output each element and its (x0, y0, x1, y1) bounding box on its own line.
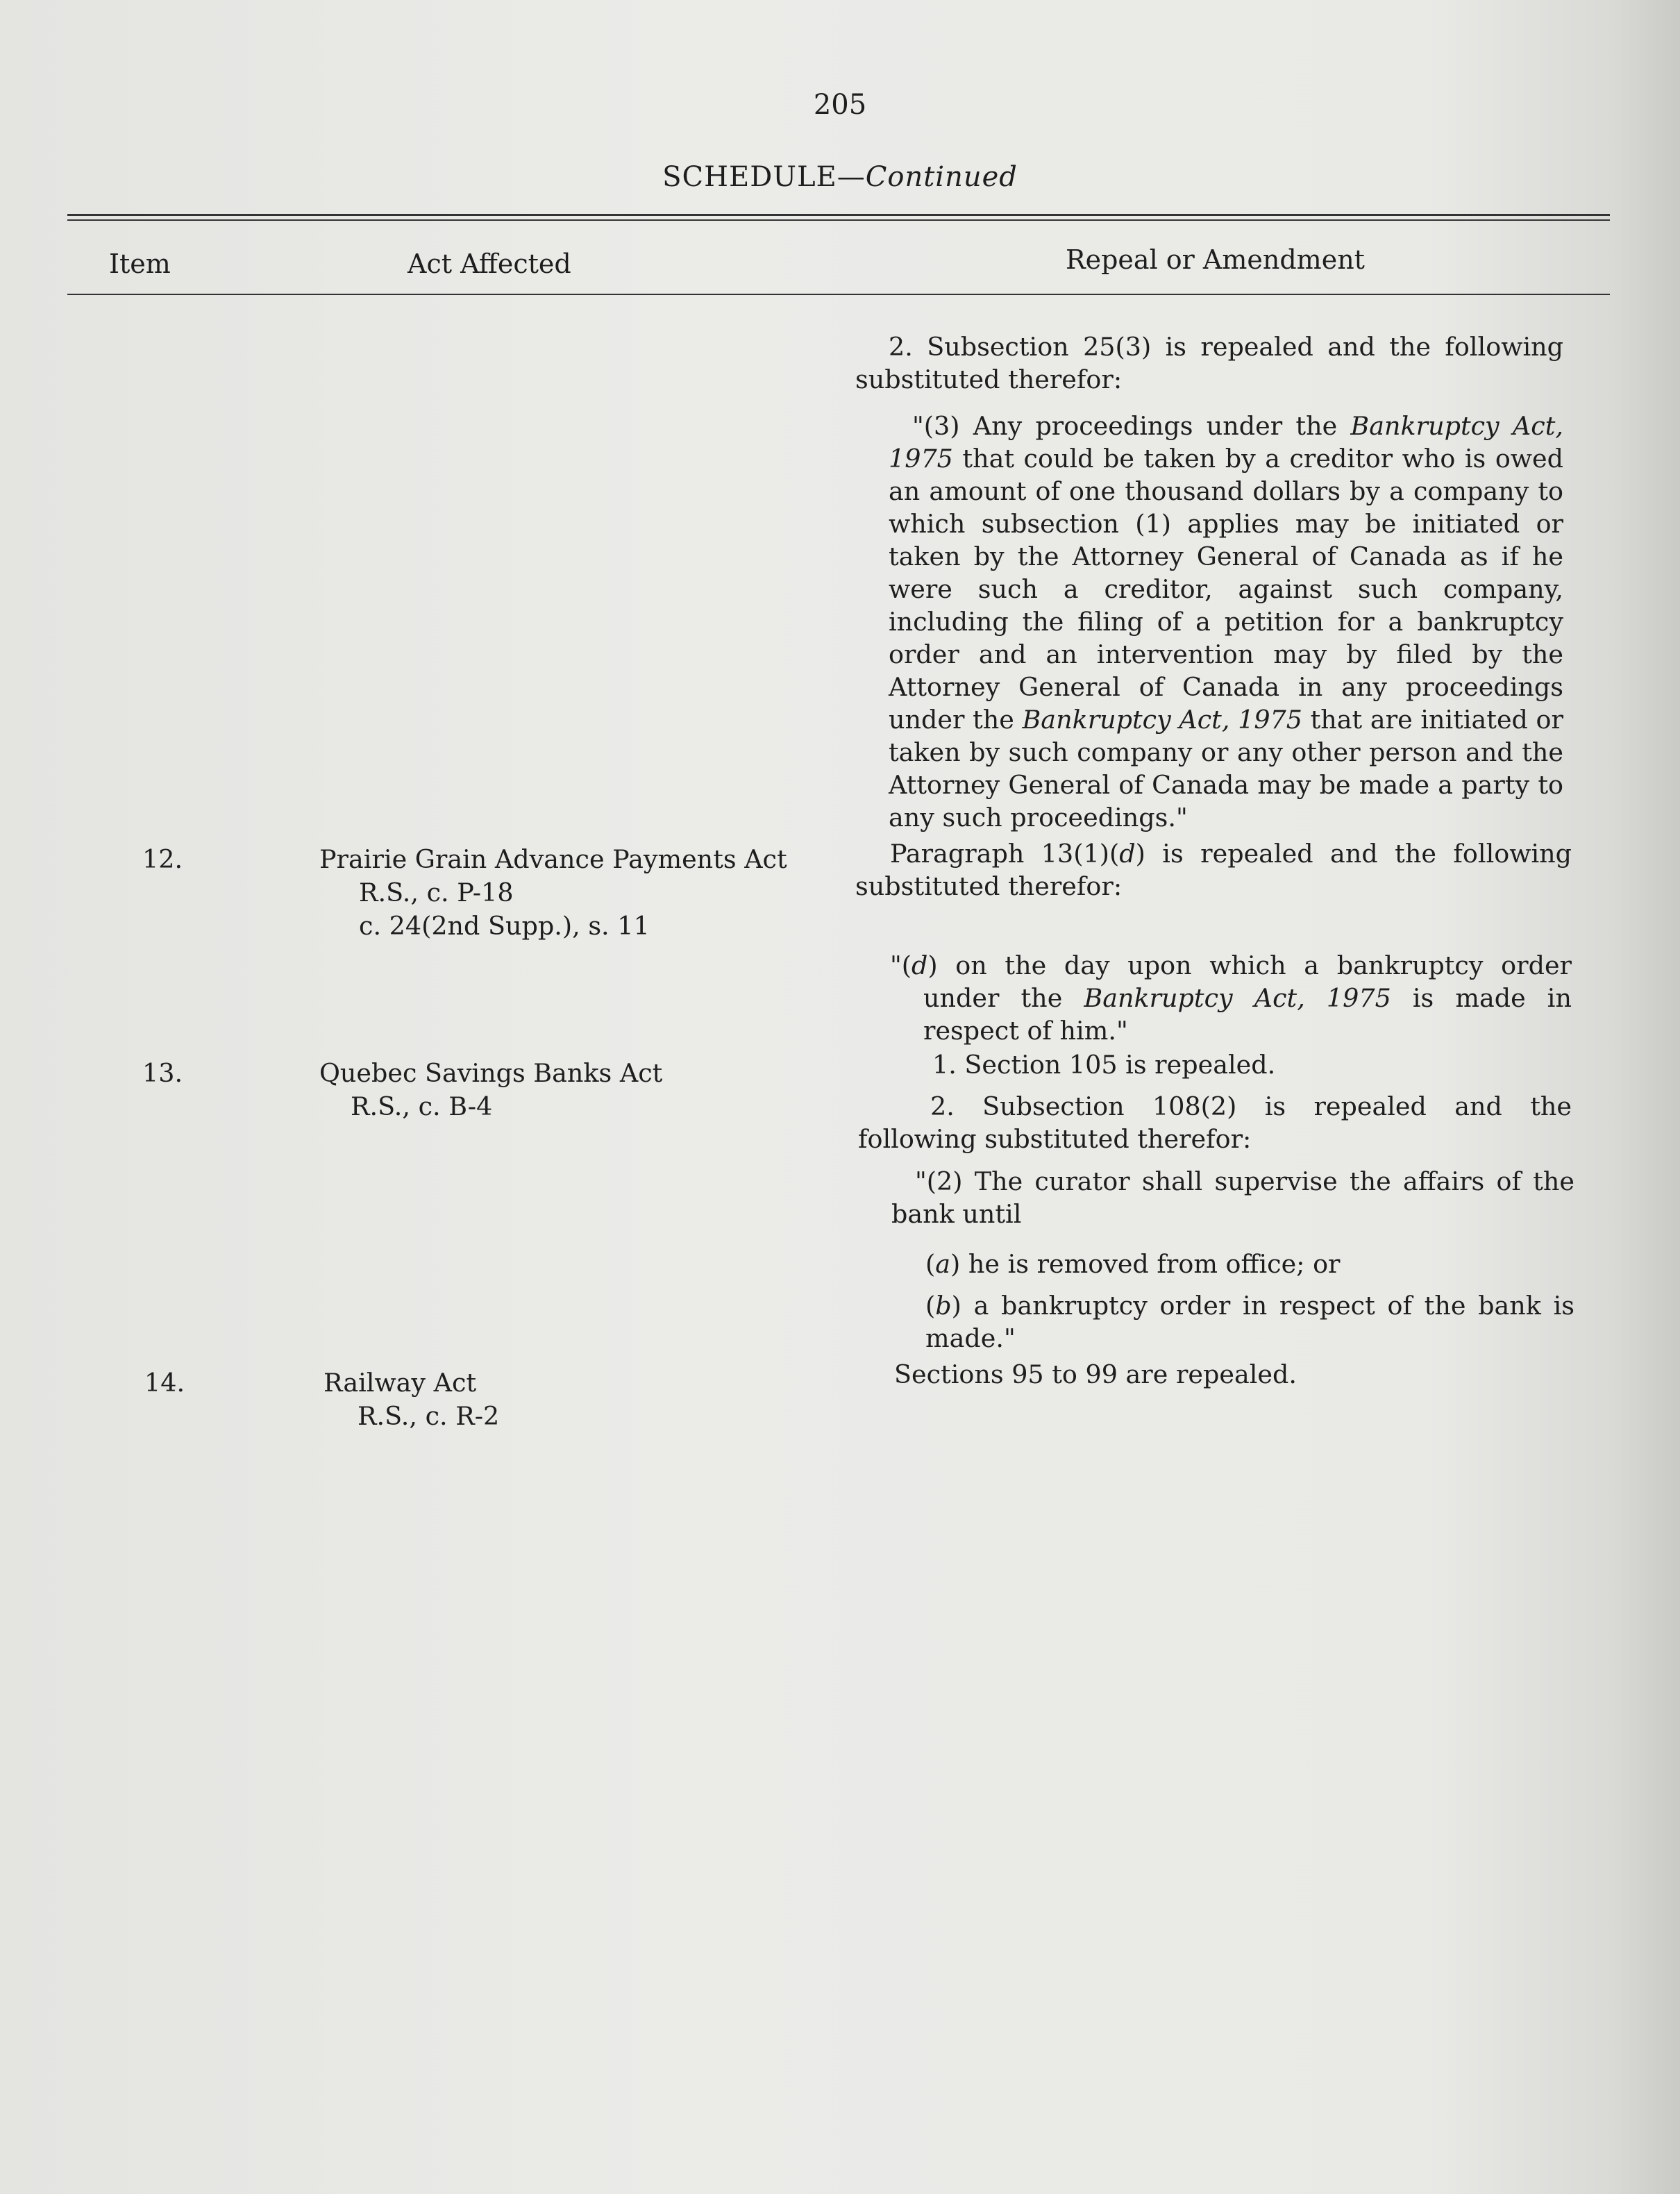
item-number-14: 14. (144, 1368, 185, 1398)
item-13-clause-b: (b) a bankruptcy order in respect of the bank is made." (925, 1291, 1574, 1353)
title-continued: Continued (865, 161, 1018, 193)
item-14-act-name: Railway Act (324, 1368, 477, 1398)
item-13-section-1: 1. Section 105 is repealed. (932, 1050, 1276, 1080)
item-12-quote: "(d) on the day upon which a bankruptcy order under the Bankruptcy Act, 1975 is made in respect of him." (890, 951, 1572, 1046)
item-12-act-ref-2: c. 24(2nd Supp.), s. 11 (359, 911, 650, 941)
item-13-clause-a: (a) he is removed from office; or (925, 1249, 1341, 1279)
title-main: SCHEDULE— (662, 161, 866, 193)
header-act-affected: Act Affected (408, 249, 571, 279)
item-13-act-name: Quebec Savings Banks Act (319, 1058, 663, 1088)
item-12-act-ref-1: R.S., c. P-18 (359, 878, 514, 907)
top-rule-2 (67, 219, 1610, 221)
header-item: Item (109, 249, 171, 279)
item-13-act-ref-1: R.S., c. B-4 (351, 1091, 493, 1121)
item-number-12: 12. (142, 844, 183, 874)
item-14-act-ref-1: R.S., c. R-2 (358, 1401, 500, 1431)
page-number: 205 (813, 89, 867, 121)
item-12-act-name: Prairie Grain Advance Payments Act (319, 844, 787, 874)
item-14-section: Sections 95 to 99 are repealed. (894, 1359, 1297, 1389)
top-rule-1 (67, 214, 1610, 216)
header-rule (67, 294, 1610, 295)
header-repeal-or-amendment: Repeal or Amendment (1066, 244, 1365, 275)
item-number-13: 13. (142, 1058, 183, 1088)
item-13-quote: "(2) The curator shall supervise the affairs of the bank until (891, 1166, 1574, 1229)
block1-quote: "(3) Any proceedings under the Bankruptcy Act, 1975 that could be taken by a creditor who is owed an amount of one thousand dollars by a company to which subsection (1) applies may be initiated or taken by the Attorney General of Canada as if he were such a creditor, against such company, including the filing of a petition for a bankruptcy order and an intervention may by filed by the Attorney General of Canada in any proceedings under the Bankruptcy Act, 1975 that are initiated or taken by such company or any other person and the Attorney General of Canada may be made a party to any such proceedings." (889, 411, 1563, 832)
block1-intro: 2. Subsection 25(3) is repealed and the following substituted therefor: (855, 332, 1563, 394)
item-13-section-2: 2. Subsection 108(2) is repealed and the following substituted therefor: (858, 1091, 1572, 1154)
item-12-paragraph: Paragraph 13(1)(d) is repealed and the following substituted therefor: (855, 839, 1572, 901)
page-title (0, 161, 1680, 193)
